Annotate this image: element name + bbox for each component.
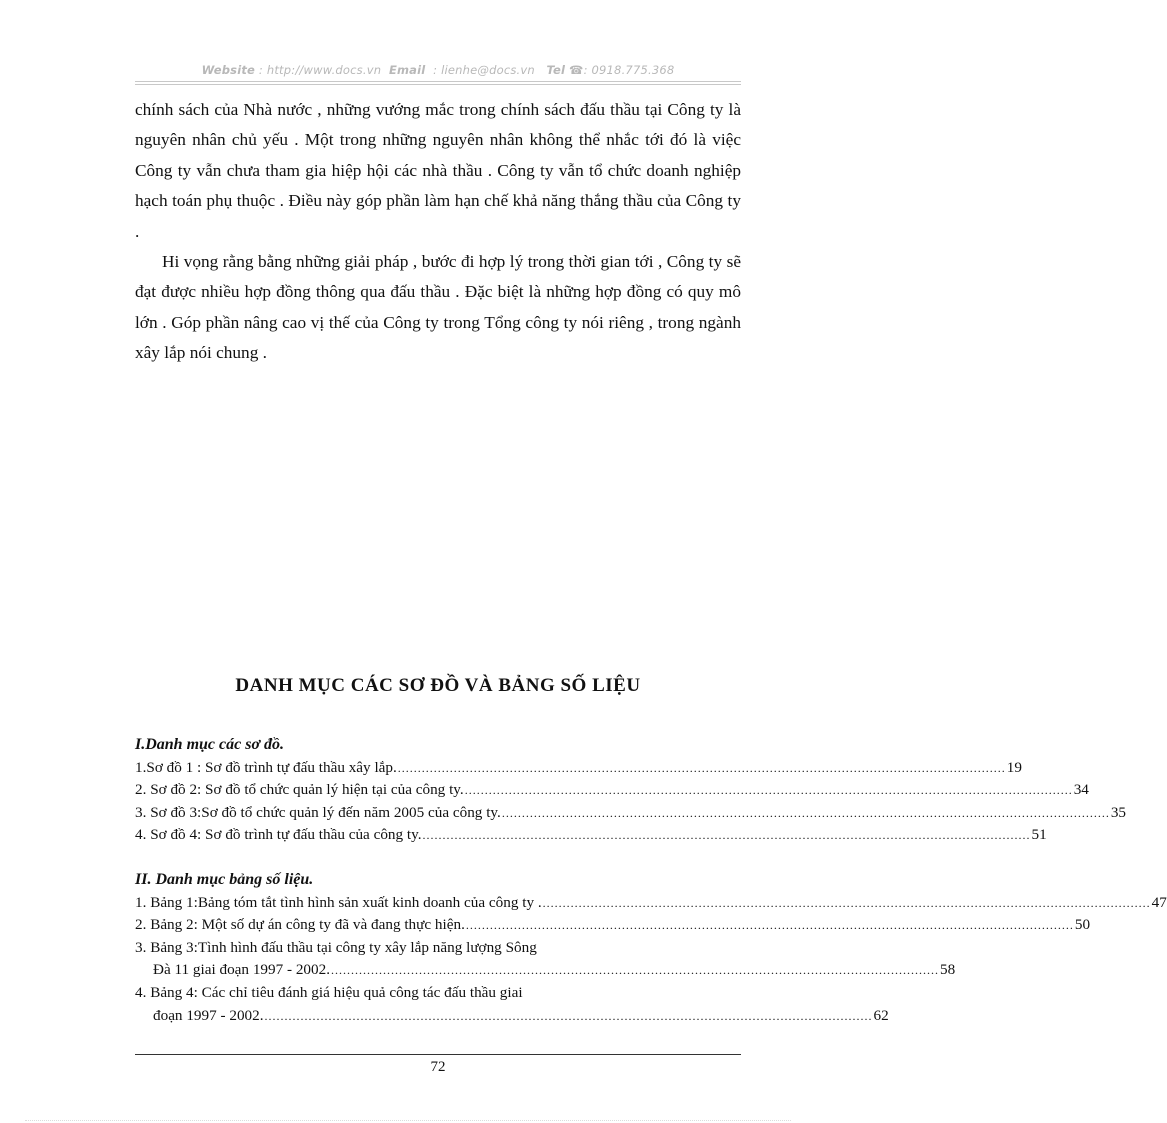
toc-entry-page: 62 (873, 1006, 889, 1024)
paragraph-2: Hi vọng rằng bằng những giải pháp , bước đi hợp lý trong thời gian tới , Công ty sẽ đạt được nhiều hợp đồng thông qua đấu thầu . Đặc biệt là những hợp đồng có quy mô lớn . Góp phần nâng cao vị thế của Công ty trong Tổng công ty nói riêng , trong ngành xây lắp nói chung . (135, 252, 741, 363)
table-of-contents (135, 734, 1167, 1027)
toc-entry-page: 47 (1151, 893, 1167, 911)
website-label: Website (201, 63, 256, 77)
tel-value: : 0918.775.368 (583, 63, 675, 77)
body-text (135, 95, 741, 369)
toc-entry-text: 4. Bảng 4: Các chỉ tiêu đánh giá hiệu quả công tác đấu thầu giai (135, 983, 523, 1001)
toc-entry-page: 34 (1073, 781, 1089, 799)
toc-section-heading-2: II. Danh mục bảng số liệu. (135, 870, 314, 888)
toc-entry-text: 3. Bảng 3:Tình hình đấu thầu tại công ty xây lắp năng lượng Sông (135, 938, 537, 956)
footer-rule (135, 1054, 741, 1055)
toc-entry-text: 3. Sơ đồ 3:Sơ đồ tổ chức quản lý đến năm 2005 của công ty. (135, 803, 501, 821)
toc-entry-page: 19 (1006, 758, 1022, 776)
toc-leader: ........................................................................................................................................................ (422, 828, 1031, 843)
toc-entry (135, 982, 739, 1005)
toc-leader: ........................................................................................................................................................ (464, 783, 1073, 798)
toc-entry (135, 779, 1089, 802)
toc-entry-text: 1.Sơ đồ 1 : Sơ đồ trình tự đấu thầu xây lắp. (135, 758, 397, 776)
toc-entry-text: đoạn 1997 - 2002. (153, 1006, 264, 1024)
toc-entry (135, 802, 1127, 825)
toc-entry-continuation (135, 959, 956, 982)
toc-entry-text: 2. Sơ đồ 2: Sơ đồ tổ chức quản lý hiện tại của công ty. (135, 781, 464, 799)
toc-entry-continuation (135, 1005, 889, 1028)
toc-entry-text: 4. Sơ đồ 4: Sơ đồ trình tự đấu thầu của công ty. (135, 826, 422, 844)
email-label: Email (388, 63, 426, 77)
toc-leader: ........................................................................................................................................................ (397, 760, 1006, 775)
toc-entry-text: 1. Bảng 1:Bảng tóm tắt tình hình sản xuất kinh doanh của công ty . (135, 893, 542, 911)
toc-entry (135, 757, 1022, 780)
page-bottom-border (25, 1120, 791, 1121)
toc-leader: ........................................................................................................................................................ (465, 918, 1074, 933)
toc-leader: ........................................................................................................................................................ (501, 805, 1110, 820)
tel-label: Tel (546, 63, 566, 77)
page-number: 72 (430, 1059, 446, 1075)
section-title: DANH MỤC CÁC SƠ ĐỒ VÀ BẢNG SỐ LIỆU (235, 675, 641, 696)
website-value: : http://www.docs.vn (258, 63, 382, 77)
toc-entry (135, 824, 1047, 847)
toc-entry-page: 58 (940, 961, 956, 979)
email-value: : lienhe@docs.vn (433, 63, 535, 77)
page-header (135, 63, 741, 77)
toc-entry (135, 892, 1167, 915)
toc-entry-page: 51 (1031, 826, 1047, 844)
toc-entry (135, 914, 1091, 937)
header-rule (135, 81, 741, 85)
toc-entry-page: 50 (1074, 916, 1091, 934)
toc-leader: ........................................................................................................................................................ (542, 895, 1151, 910)
phone-icon: ☎ (569, 63, 584, 77)
paragraph-1: chính sách của Nhà nước , những vướng mắc trong chính sách đấu thầu tại Công ty là nguyên nhân chủ yếu . Một trong những nguyên nhân không thể nhắc tới đó là việc Công ty vẫn chưa tham gia hiệp hội các nhà thầu . Công ty vẫn tổ chức doanh nghiệp hạch toán phụ thuộc . Điều này góp phần làm hạn chế khả năng thắng thầu của Công ty . (135, 100, 741, 241)
toc-section-heading-1: I.Danh mục các sơ đồ. (135, 736, 285, 753)
toc-leader: ........................................................................................................................................................ (264, 1008, 873, 1023)
toc-entry (135, 937, 739, 960)
toc-entry-page: 35 (1110, 803, 1127, 821)
toc-entry-text: Đà 11 giai đoạn 1997 - 2002. (153, 961, 331, 979)
toc-entry-text: 2. Bảng 2: Một số dự án công ty đã và đang thực hiện. (135, 916, 465, 934)
toc-leader: ........................................................................................................................................................ (331, 963, 940, 978)
